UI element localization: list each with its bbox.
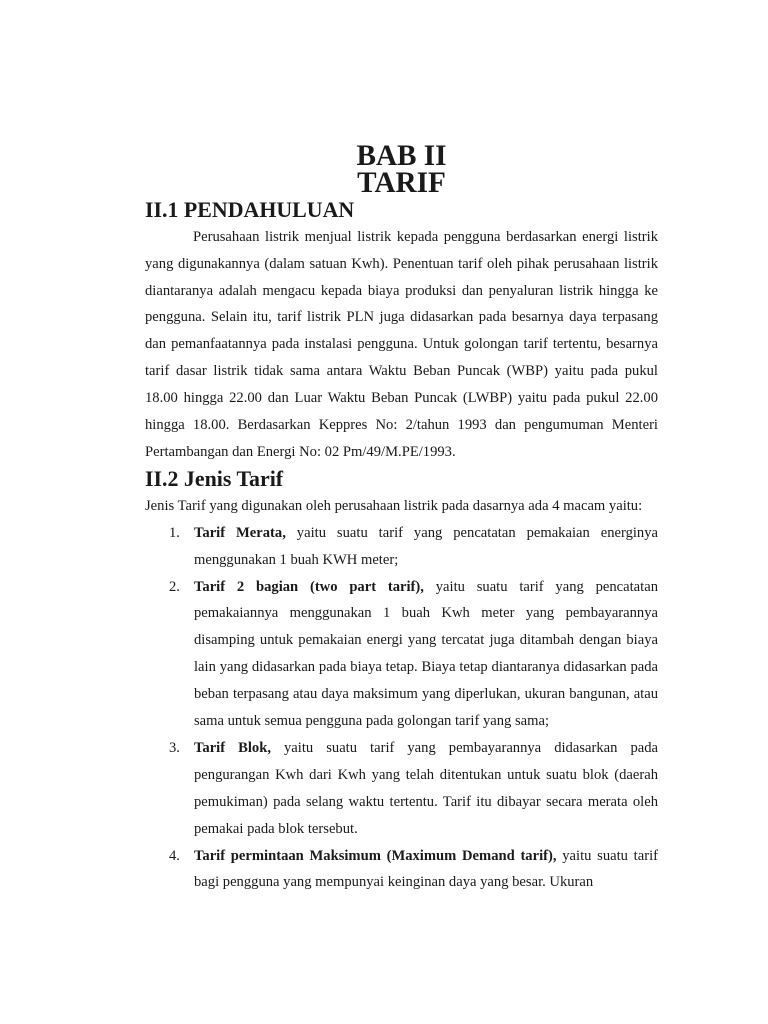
list-item-text: yaitu suatu tarif yang pencatatan pemakaian energinya menggunakan 1 buah KWH meter; <box>194 524 658 568</box>
list-item-term: Tarif permintaan Maksimum (Maximum Demand tarif), <box>194 847 557 864</box>
list-item <box>145 843 658 897</box>
tariff-list <box>145 520 658 897</box>
list-item-term: Tarif Blok, <box>194 739 271 756</box>
list-item <box>145 735 658 843</box>
chapter-number: BAB II <box>356 140 447 172</box>
list-item-number: 1. <box>169 524 180 541</box>
list-item-text: yaitu suatu tarif yang pembayarannya didasarkan pada pengurangan Kwh dari Kwh yang telah ditentukan untuk suatu blok (daerah pemukiman) pada selang waktu tertentu. Tarif itu dibayar secara merata oleh pemakai pada blok tersebut. <box>194 739 658 837</box>
jenis-tarif-intro: Jenis Tarif yang digunakan oleh perusahaan listrik pada dasarnya ada 4 macam yaitu: <box>145 497 643 514</box>
list-item-text: yaitu suatu tarif bagi pengguna yang mempunyai keinginan daya yang besar. Ukuran <box>194 847 658 891</box>
list-item-text: yaitu suatu tarif yang pencatatan pemakaiannya menggunakan 1 buah Kwh meter yang pembayarannya disamping untuk pemakaian energi yang tercatat juga ditambah dengan biaya lain yang didasarkan pada biaya tetap. Biaya tetap diantaranya didasarkan pada beban terpasang atau daya maksimum yang diperlukan, ukuran bangunan, atau sama untuk semua pengguna pada golongan tarif yang sama; <box>194 578 658 730</box>
list-item-number: 2. <box>169 578 180 595</box>
section-heading-pendahuluan: II.1 PENDAHULUAN <box>145 196 355 222</box>
list-item-term: Tarif Merata, <box>194 524 286 541</box>
list-item-number: 3. <box>169 739 180 756</box>
document-page <box>145 140 658 896</box>
list-item-number: 4. <box>169 847 180 864</box>
list-item <box>145 520 658 574</box>
section-heading-jenis-tarif: II.2 Jenis Tarif <box>145 465 284 491</box>
list-item-term: Tarif 2 bagian (two part tarif), <box>194 578 424 595</box>
pendahuluan-paragraph: Perusahaan listrik menjual listrik kepada pengguna berdasarkan energi listrik yang digunakannya (dalam satuan Kwh). Penentuan tarif oleh pihak perusahaan listrik diantaranya adalah mengacu kepada biaya produksi dan penyaluran listrik hingga ke pengguna. Selain itu, tarif listrik PLN juga didasarkan pada besarnya daya terpasang dan pemanfaatannya pada instalasi pengguna. Untuk golongan tarif tertentu, besarnya tarif dasar listrik tidak sama antara Waktu Beban Puncak (WBP) yaitu pada pukul 18.00 hingga 22.00 dan Luar Waktu Beban Puncak (LWBP) yaitu pada pukul 22.00 hingga 18.00. Berdasarkan Keppres No: 2/tahun 1993 dan pengumuman Menteri Pertambangan dan Energi No: 02 Pm/49/M.PE/1993. <box>145 228 658 460</box>
chapter-title: TARIF <box>357 166 446 199</box>
list-item <box>145 574 658 735</box>
